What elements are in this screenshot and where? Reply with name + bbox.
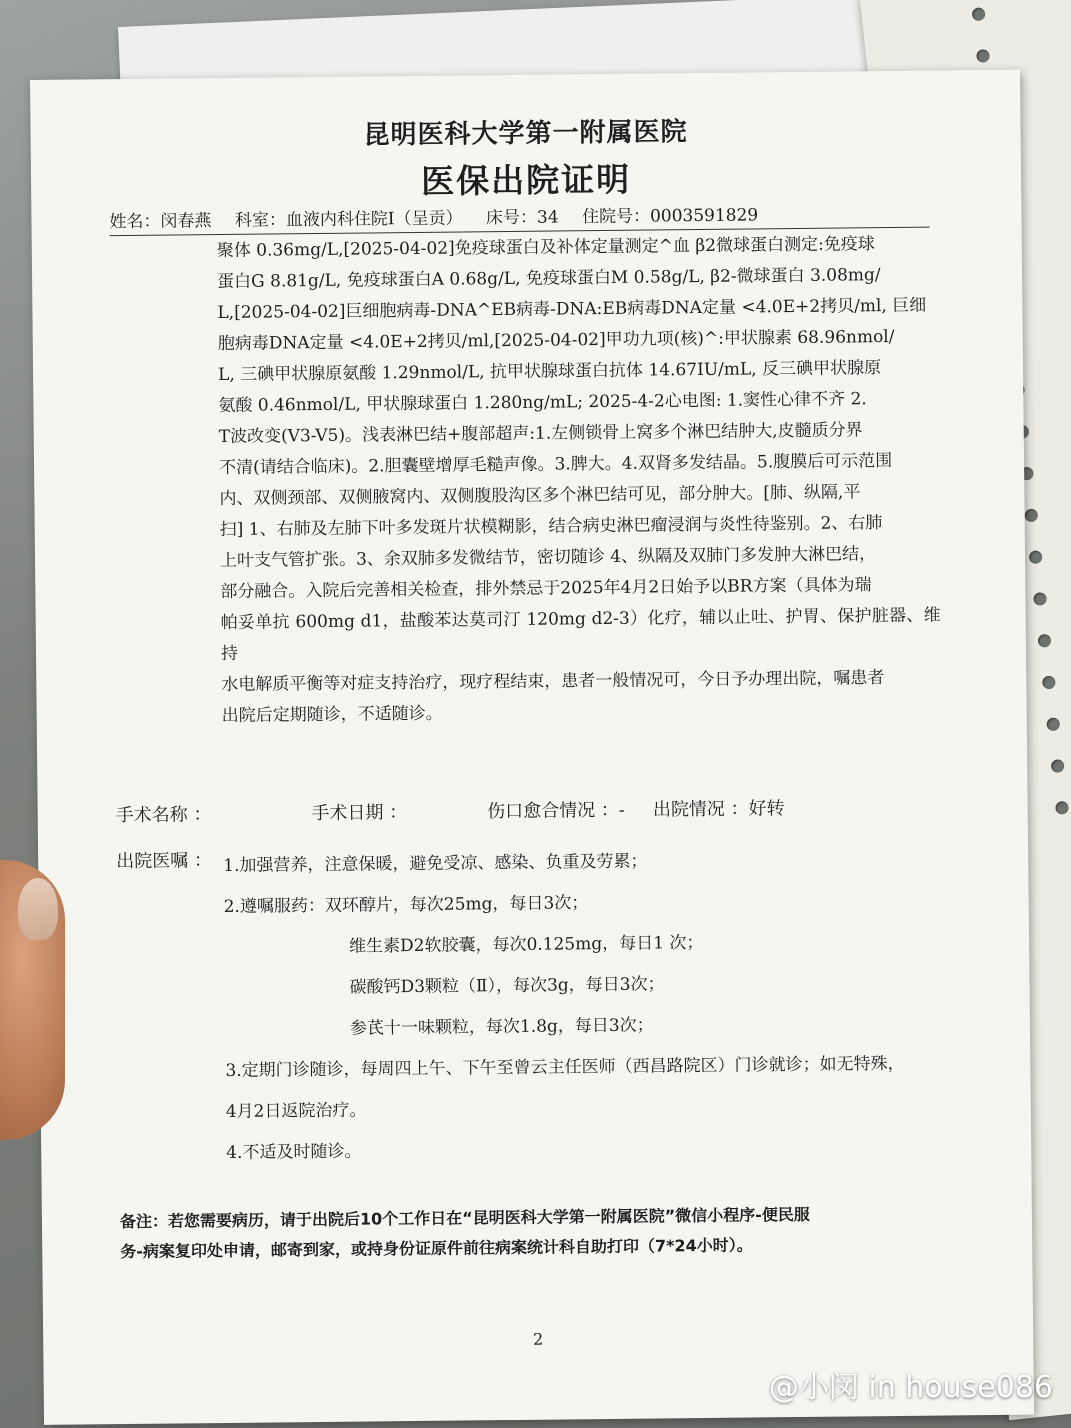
hole [1037,634,1051,648]
medication-line: 维生素D2软胶囊，每次0.125mg，每日1 次； [348,932,704,957]
hole [976,49,990,63]
patient-name: 姓名：闵春燕 [109,211,212,233]
medication-line: 碳酸钙D3颗粒（Ⅱ），每次3g，每日3次； [349,974,665,998]
hole [1033,592,1047,606]
summary-line: 水电解质平衡等对症支持治疗，现疗程结束，患者一般情况可，今日予办理出院，嘱患者 [221,668,885,696]
hole [1046,717,1060,731]
summary-line: T波改变(V3-V5)。浅表淋巴结+腹部超声:1.左侧锁骨上窝多个淋巴结肿大,皮髓质分界 [218,420,863,448]
summary-line: 氨酸 0.46nmol/L, 甲状腺球蛋白 1.280ng/mL; 2025-4-2心电图: 1.窦性心律不齐 2. [218,389,867,417]
summary-line: L, 三碘甲状腺原氨酸 1.29nmol/L, 抗甲状腺球蛋白抗体 14.67IU/mL, 反三碘甲状腺原 [217,358,882,386]
summary-line: 内、双侧颈部、双侧腋窝内、双侧腹股沟区多个淋巴结可见，部分肿大。[肺、纵隔,平 [219,482,861,510]
wound-healing-label: 伤口愈合情况 ：- [487,799,626,823]
summary-line: 不清(请结合临床)。2.胆囊壁增厚毛糙声像。3.脾大。4.双肾多发结晶。5.腹膜后可示范围 [218,450,893,479]
watermark: @小闵 in house086 [768,1370,1053,1405]
page-number: 2 [533,1329,544,1349]
summary-line: 扫] 1、右肺及左肺下叶多发斑片状模糊影，结合病史淋巴瘤浸润与炎性待鉴别。2、右肺 [219,513,883,541]
note-line: 务-病案复印处申请，邮寄到家，或持身份证原件前往病案统计科自助打印（7*24小时）。 [120,1235,753,1262]
order-item-1: 1.加强营养，注意保暖，避免受凉、感染、负重及劳累； [223,851,648,877]
hole [1051,759,1065,773]
medication-line: 参芪十一味颗粒，每次1.8g，每日3次； [349,1015,654,1039]
discharge-certificate-page [30,70,1034,1425]
hole [1055,801,1069,815]
page-content [30,70,1034,1425]
patient-department: 科室：血液内科住院Ⅰ（呈贡） [234,208,463,231]
note-line: 备注：若您需要病历，请于出院后10个工作日在“昆明医科大学第一附属医院”微信小程序-便民服 [119,1204,810,1232]
certificate-title: 医保出院证明 [420,159,632,201]
order-item-2: 2.遵嘱服药：双环醇片，每次25mg，每日3次； [223,893,589,918]
hole [1029,550,1043,564]
order-item-3-cont: 4月2日返院治疗。 [225,1100,367,1123]
summary-line: 胞病毒DNA定量 <4.0E+2拷贝/ml,[2025-04-02]甲功九项(核)^:甲状腺素 68.96nmol/ [217,326,895,355]
summary-line: 上叶支气管扩张。3、余双肺多发微结节，密切随诊 4、纵隔及双肺门多发肿大淋巴结， [219,544,877,572]
patient-admission-no: 住院号：0003591829 [581,205,759,228]
thumbnail-nail [18,878,58,940]
summary-line: 部分融合。入院后完善相关检查，排外禁忌于2025年4月2日始予以BR方案（具体为瑞 [220,575,872,603]
remarks-note [120,1198,961,1267]
patient-bed: 床号：34 [485,207,559,229]
order-item-4: 4.不适及时随诊。 [226,1141,362,1164]
clinical-summary [217,229,942,733]
discharge-orders [223,838,986,1174]
hole [1024,508,1038,522]
surgery-date-label: 手术日期 ： [311,802,408,825]
summary-line: 出院后定期随诊，不适随诊。 [221,703,443,727]
hospital-name: 昆明医科大学第一附属医院 [363,117,688,151]
discharge-status: 出院情况 ：好转 [652,798,785,821]
summary-line: 聚体 0.36mg/L,[2025-04-02]免疫球蛋白及补体定量测定^血 β2微球蛋白测定:免疫球 [216,234,875,262]
hole [1042,675,1056,689]
summary-line: L,[2025-04-02]巨细胞病毒-DNA^EB病毒-DNA:EB病毒DNA定量 <4.0E+2拷贝/ml, 巨细 [217,295,927,324]
surgery-name-label: 手术名称 ： [115,804,212,827]
discharge-orders-label: 出院医嘱 ： [116,850,213,873]
summary-line: 蛋白G 8.81g/L, 免疫球蛋白A 0.68g/L, 免疫球蛋白M 0.58g/L, β2-微球蛋白 3.08mg/ [217,265,881,293]
hole [971,7,985,21]
order-item-3: 3.定期门诊随诊，每周四上午、下午至曾云主任医师（西昌路院区）门诊就诊；如无特殊， [225,1053,905,1082]
surgery-info-row [116,793,916,827]
summary-line: 帕妥单抗 600mg d1，盐酸苯达莫司汀 120mg d2-3）化疗，辅以止吐、护胃、保护脏器、维持 [220,605,941,665]
